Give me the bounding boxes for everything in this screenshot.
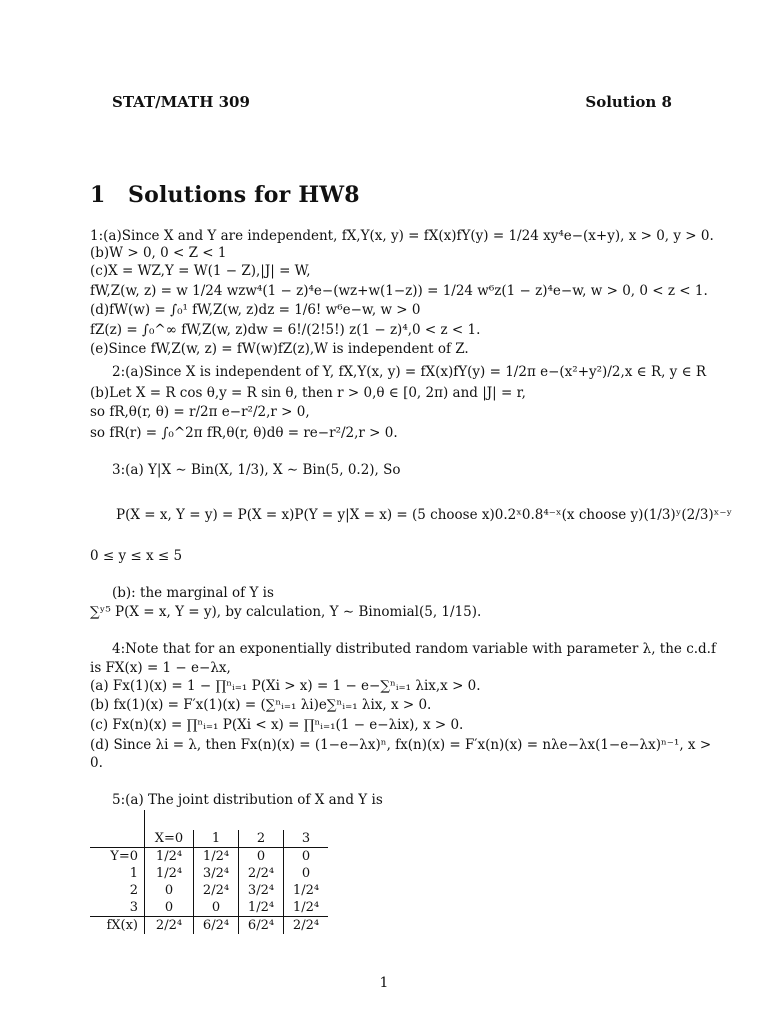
p1-d2: fZ(z) = ∫₀^∞ fW,Z(w, z)dw = 6!/(2!5!) z(1 − z)⁴,0 < z < 1. [90,322,481,338]
p2-b3: so fR(r) = ∫₀^2π fR,θ(r, θ)dθ = re−r²/2,r > 0. [90,425,398,441]
table-row-label: 2 [129,883,138,898]
p3-b2: ∑ʸ⁵ P(X = x, Y = y), by calculation, Y ∼ Binomial(5, 1/15). [90,604,482,620]
p3-b: (b): the marginal of Y is [112,585,274,601]
p1-c: (c)X = WZ,Y = W(1 − Z),|J| = W, [90,263,311,279]
table-cell: 2/2⁴ [194,882,239,899]
p5-a: 5:(a) The joint distribution of X and Y is [112,792,383,808]
p3-a: 3:(a) Y|X ∼ Bin(X, 1/3), X ∼ Bin(5, 0.2), So [112,462,401,478]
table-cell: 1/2⁴ [284,899,329,917]
p2-b: (b)Let X = R cos θ,y = R sin θ, then r > 0,θ ∈ [0, 2π) and |J| = r, [90,385,526,401]
table-col-header: X=0 [145,830,194,848]
p4-intro: 4:Note that for an exponentially distributed random variable with parameter λ, the c.d.f [112,641,716,657]
table-cell: 1/2⁴ [145,865,194,882]
table-cell: 6/2⁴ [239,917,284,935]
table-cell: 6/2⁴ [194,917,239,935]
table-cell: 3/2⁴ [194,865,239,882]
section-number: 1 [90,182,106,208]
course-header: STAT/MATH 309 [112,93,250,111]
table-spacer-row [90,810,328,830]
table-col-header: 2 [239,830,284,848]
table-row [90,899,328,917]
table-cell: 0 [194,899,239,917]
p4-b: (b) fx(1)(x) = F′x(1)(x) = (∑ⁿᵢ₌₁ λi)e∑ⁿᵢ₌₁ λix, x > 0. [90,697,432,713]
table-cell: 1/2⁴ [194,848,239,866]
table-row [90,865,328,882]
p4-d2: 0. [90,755,103,771]
table-row-label: fX(x) [90,917,145,935]
p1-a [90,228,714,245]
section-title-text: Solutions for HW8 [128,182,360,208]
table-cell: 0 [284,865,329,882]
table-cell: 0 [284,848,329,866]
p1-a-text: 1:(a)Since X and Y are independent, f [90,228,347,244]
table-cell: 0 [145,899,194,917]
p2-b2: so fR,θ(r, θ) = r/2π e−r²/2,r > 0, [90,404,310,420]
table-cell: 3/2⁴ [239,882,284,899]
table-header-row [90,830,328,848]
p1-e: (e)Since fW,Z(w, z) = fW(w)fZ(z),W is independent of Z. [90,341,469,357]
table-cell: 0 [239,848,284,866]
p1-a-eq: X,Y(x, y) = fX(x)fY(y) = 1/24 xy⁴e−(x+y), x > 0, y > 0. [346,228,714,244]
table-total-row [90,917,328,935]
table-cell: 2/2⁴ [284,917,329,935]
table-row [90,882,328,899]
section-title [90,182,360,208]
table-col-header: 1 [194,830,239,848]
table-row-label: Y=0 [110,849,138,864]
table-row-label: 3 [129,900,138,915]
p4-intro2: is FX(x) = 1 − e−λx, [90,660,231,676]
p2-a: 2:(a)Since X is independent of Y, fX,Y(x, y) = fX(x)fY(y) = 1/2π e−(x²+y²)/2,x ∈ R, y ∈ R [112,364,707,380]
p3-eq: P(X = x, Y = y) = P(X = x)P(Y = y|X = x) = (5 choose x)0.2ˣ0.8⁴⁻ˣ(x choose y)(1/3)ʸ(2/3)ˣ⁻ʸ [116,507,733,523]
p1-d: (d)fW(w) = ∫₀¹ fW,Z(w, z)dz = 1/6! w⁶e−w, w > 0 [90,302,421,318]
p1-c2: fW,Z(w, z) = w 1/24 wzw⁴(1 − z)⁴e−(wz+w(1−z)) = 1/24 w⁶z(1 − z)⁴e−w, w > 0, 0 < z < 1. [90,283,708,299]
p4-c: (c) Fx(n)(x) = ∏ⁿᵢ₌₁ P(Xi < x) = ∏ⁿᵢ₌₁(1 − e−λix), x > 0. [90,717,464,733]
p3-range: 0 ≤ y ≤ x ≤ 5 [90,548,183,564]
table-row-label: 1 [129,866,138,881]
joint-distribution-table [90,810,328,934]
solution-header: Solution 8 [585,93,672,111]
p4-a: (a) Fx(1)(x) = 1 − ∏ⁿᵢ₌₁ P(Xi > x) = 1 − e−∑ⁿᵢ₌₁ λix,x > 0. [90,678,481,694]
table-cell: 2/2⁴ [239,865,284,882]
table-cell: 2/2⁴ [145,917,194,935]
table-cell: 1/2⁴ [145,848,194,866]
table-row [90,848,328,866]
table-col-header: 3 [284,830,329,848]
table-cell: 0 [145,882,194,899]
table-cell: 1/2⁴ [239,899,284,917]
p1-b: (b)W > 0, 0 < Z < 1 [90,245,227,261]
p4-d: (d) Since λi = λ, then Fx(n)(x) = (1−e−λx)ⁿ, fx(n)(x) = F′x(n)(x) = nλe−λx(1−e−λx)ⁿ⁻¹, x > [90,737,712,753]
table-cell: 1/2⁴ [284,882,329,899]
page-number: 1 [379,975,389,991]
